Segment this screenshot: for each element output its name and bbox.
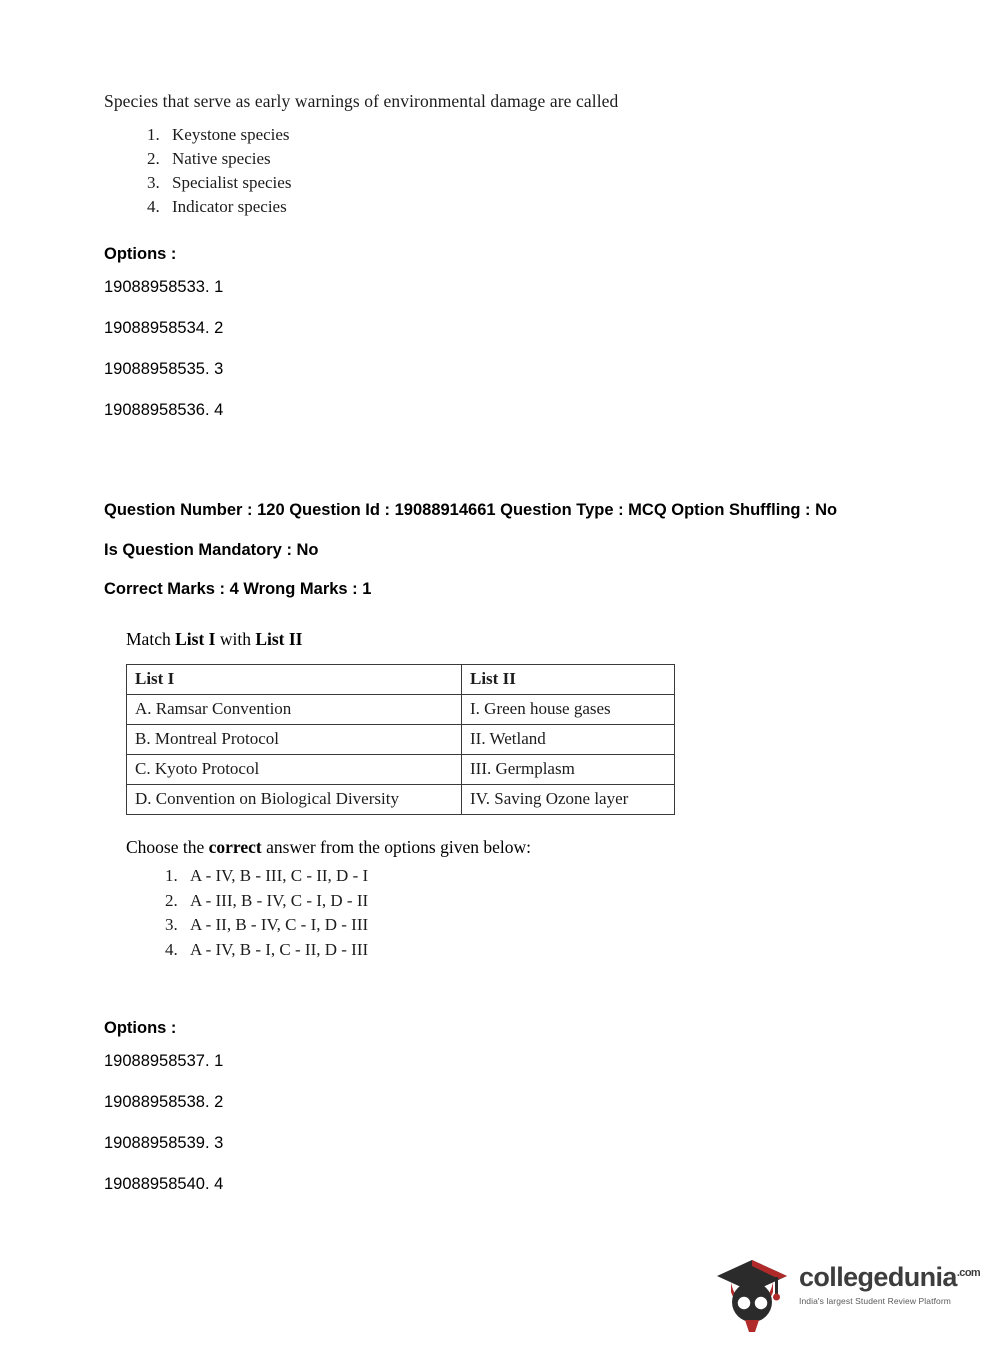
option-id-row: 19088958534. 2 — [104, 319, 224, 338]
choice-item: 3. Specialist species — [164, 171, 901, 195]
match-instruction-pre: Match — [126, 628, 176, 649]
logo-name-text: collegedunia — [799, 1262, 957, 1292]
table-row — [127, 784, 675, 814]
table-header-cell: List I — [127, 664, 462, 694]
question-120-block — [104, 498, 901, 1193]
option-id-row: 19088958536. 4 — [104, 401, 224, 420]
option-id-row: 19088958539. 3 — [104, 1133, 224, 1152]
option-id-row: 19088958538. 2 — [104, 1092, 224, 1111]
choice-item: 3. A - II, B - IV, C - I, D - III — [182, 913, 901, 938]
match-list-2-label: List II — [255, 628, 303, 649]
choice-item: 4. A - IV, B - I, C - II, D - III — [182, 938, 901, 963]
collegedunia-logo-icon — [709, 1246, 795, 1332]
options-label: Options : — [104, 245, 177, 264]
choice-item: 4. Indicator species — [164, 195, 901, 219]
table-cell: A. Ramsar Convention — [127, 694, 462, 724]
choose-answer-instruction — [126, 837, 901, 858]
table-cell: IV. Saving Ozone layer — [462, 784, 675, 814]
question-119-block — [104, 90, 901, 420]
choice-item: 1. Keystone species — [164, 123, 901, 147]
collegedunia-watermark — [703, 1242, 981, 1334]
choose-pre: Choose the — [126, 836, 209, 857]
option-id-row: 19088958537. 1 — [104, 1051, 224, 1070]
option-id-row: 19088958533. 1 — [104, 278, 224, 297]
table-header-cell: List II — [462, 664, 675, 694]
option-id-row: 19088958540. 4 — [104, 1174, 224, 1193]
choice-item: 2. Native species — [164, 147, 901, 171]
match-instruction-mid: with — [215, 628, 256, 649]
match-table — [126, 664, 675, 815]
question-120-meta-line-1: Question Number : 120 Question Id : 19088914661 Question Type : MCQ Option Shuffling : No — [104, 501, 838, 520]
option-id-row: 19088958535. 3 — [104, 360, 224, 379]
table-cell: II. Wetland — [462, 724, 675, 754]
table-header-row — [127, 664, 675, 694]
choose-post: answer from the options given below: — [261, 836, 532, 857]
question-120-meta-line-3: Correct Marks : 4 Wrong Marks : 1 — [104, 580, 372, 599]
options-label: Options : — [104, 1018, 177, 1037]
choose-emphasis: correct — [208, 836, 262, 857]
question-120-choice-list — [104, 864, 901, 963]
logo-tagline: India's largest Student Review Platform — [799, 1296, 951, 1306]
logo-suffix: .com — [956, 1267, 981, 1279]
table-cell: C. Kyoto Protocol — [127, 754, 462, 784]
choice-item: 2. A - III, B - IV, C - I, D - II — [182, 889, 901, 914]
choice-item: 1. A - IV, B - III, C - II, D - I — [182, 864, 901, 889]
table-row — [127, 694, 675, 724]
question-120-meta-line-2: Is Question Mandatory : No — [104, 540, 319, 559]
table-row — [127, 724, 675, 754]
table-cell: B. Montreal Protocol — [127, 724, 462, 754]
table-cell: D. Convention on Biological Diversity — [127, 784, 462, 814]
match-list-1-label: List I — [175, 628, 216, 649]
table-cell: III. Germplasm — [462, 754, 675, 784]
table-row — [127, 754, 675, 784]
question-119-stem: Species that serve as early warnings of environmental damage are called — [104, 91, 619, 111]
match-instruction — [126, 629, 901, 650]
logo-name — [799, 1262, 981, 1292]
question-119-choice-list — [104, 123, 901, 220]
table-cell: I. Green house gases — [462, 694, 675, 724]
collegedunia-wordmark — [799, 1262, 981, 1306]
